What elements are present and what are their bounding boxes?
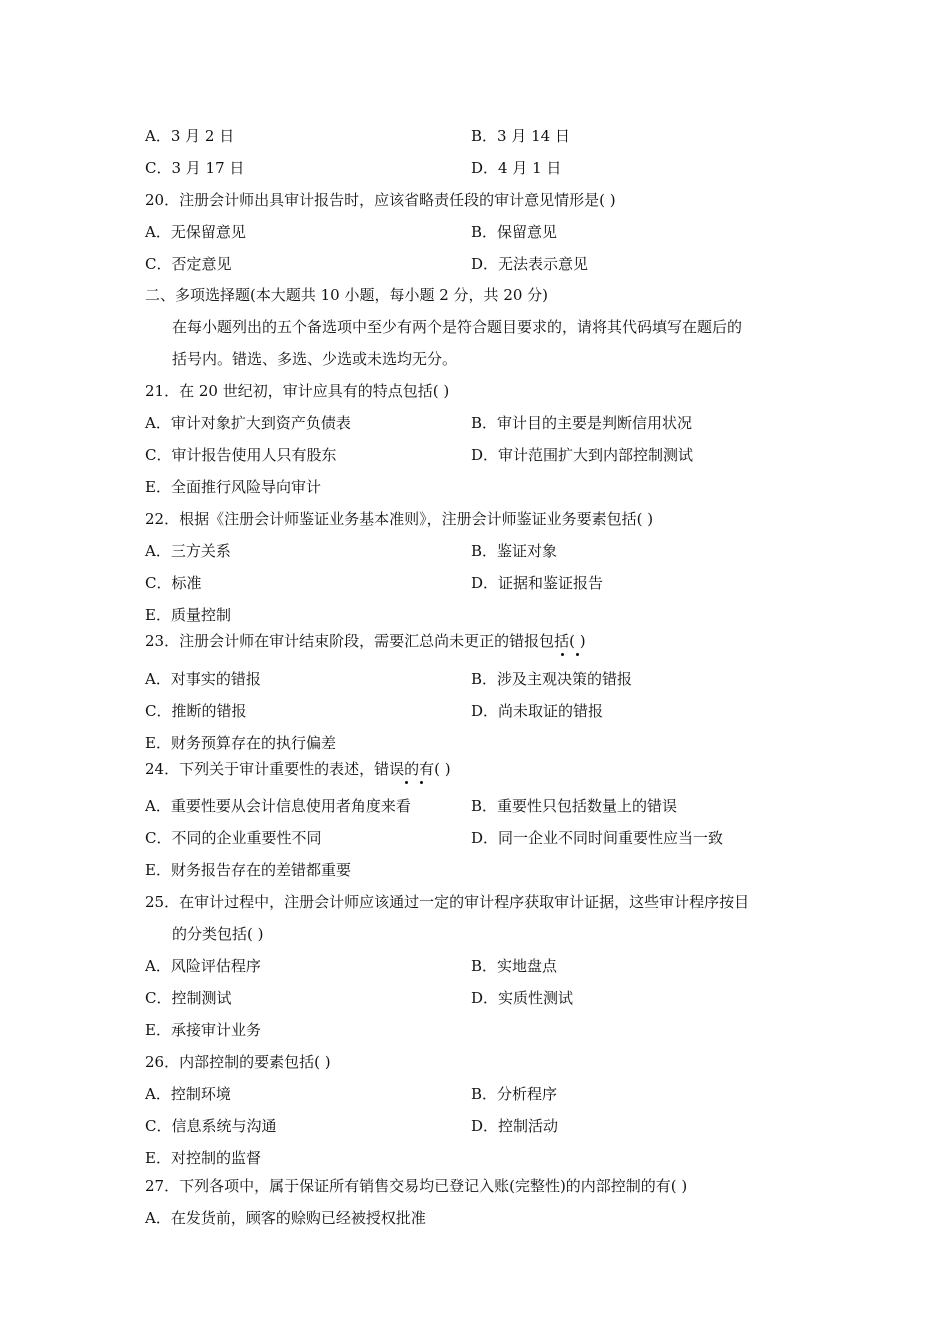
- q23-stem: 23．注册会计师在审计结束阶段，需要汇总尚未更正的错报包括( ): [145, 632, 586, 650]
- q22-option-b: B．鉴证对象: [471, 542, 558, 560]
- q19-option-b: B．3 月 14 日: [471, 127, 570, 145]
- q26-option-a: A．控制环境: [145, 1085, 231, 1103]
- q26-option-c: C．信息系统与沟通: [145, 1117, 277, 1135]
- q21-option-e: E．全面推行风险导向审计: [145, 478, 321, 496]
- q23-option-a: A．对事实的错报: [145, 670, 261, 688]
- q22-option-c: C．标准: [145, 574, 202, 592]
- q23-option-c: C．推断的错报: [145, 702, 247, 720]
- q20-stem: 20．注册会计师出具审计报告时，应该省略责任段的审计意见情形是( ): [145, 191, 616, 209]
- q26-stem: 26．内部控制的要素包括( ): [145, 1053, 331, 1071]
- q19-option-a: A．3 月 2 日: [145, 127, 235, 145]
- q23-option-d: D．尚未取证的错报: [471, 702, 604, 720]
- q25-stem-1: 25．在审计过程中，注册会计师应该通过一定的审计程序获取审计证据，这些审计程序按目: [145, 893, 750, 911]
- q24-option-e: E．财务报告存在的差错都重要: [145, 861, 351, 879]
- section2-title: 二、多项选择题(本大题共 10 小题，每小题 2 分，共 20 分): [145, 286, 549, 304]
- q26-option-d: D．控制活动: [471, 1117, 559, 1135]
- q27-option-a: A．在发货前，顾客的赊购已经被授权批准: [145, 1209, 426, 1227]
- q19-option-d: D．4 月 1 日: [471, 159, 562, 177]
- q25-option-e: E．承接审计业务: [145, 1021, 261, 1039]
- q26-option-b: B．分析程序: [471, 1085, 558, 1103]
- q24-option-d: D．同一企业不同时间重要性应当一致: [471, 829, 724, 847]
- q24-stem: 24．下列关于审计重要性的表述，错误的有( ): [145, 760, 451, 778]
- q20-option-c: C．否定意见: [145, 255, 232, 273]
- section2-instruction-2: 括号内。错选、多选、少选或未选均无分。: [172, 350, 458, 368]
- q23-option-b: B．涉及主观决策的错报: [471, 670, 633, 688]
- q25-option-b: B．实地盘点: [471, 957, 558, 975]
- q22-option-e: E．质量控制: [145, 606, 231, 624]
- q24-option-b: B．重要性只包括数量上的错误: [471, 797, 678, 815]
- q21-stem: 21．在 20 世纪初，审计应具有的特点包括( ): [145, 382, 450, 400]
- section2-instruction-1: 在每小题列出的五个备选项中至少有两个是符合题目要求的，请将其代码填写在题后的: [172, 318, 743, 336]
- q22-stem: 22．根据《注册会计师鉴证业务基本准则》，注册会计师鉴证业务要素包括( ): [145, 510, 654, 528]
- q20-option-d: D．无法表示意见: [471, 255, 589, 273]
- q24-option-a: A．重要性要从会计信息使用者角度来看: [145, 797, 411, 815]
- q22-option-d: D．证据和鉴证报告: [471, 574, 604, 592]
- q21-option-b: B．审计目的主要是判断信用状况: [471, 414, 693, 432]
- q21-option-a: A．审计对象扩大到资产负债表: [145, 414, 351, 432]
- emphasis-dot: [420, 781, 423, 784]
- q25-stem-2: 的分类包括( ): [172, 925, 264, 943]
- q25-option-d: D．实质性测试: [471, 989, 574, 1007]
- q25-option-c: C．控制测试: [145, 989, 232, 1007]
- q24-option-c: C．不同的企业重要性不同: [145, 829, 322, 847]
- emphasis-dot: [576, 653, 579, 656]
- emphasis-dot: [561, 653, 564, 656]
- q20-option-a: A．无保留意见: [145, 223, 246, 241]
- q22-option-a: A．三方关系: [145, 542, 231, 560]
- q21-option-d: D．审计范围扩大到内部控制测试: [471, 446, 694, 464]
- q21-option-c: C．审计报告使用人只有股东: [145, 446, 337, 464]
- q19-option-c: C．3 月 17 日: [145, 159, 245, 177]
- q23-option-e: E．财务预算存在的执行偏差: [145, 734, 336, 752]
- q20-option-b: B．保留意见: [471, 223, 558, 241]
- q26-option-e: E．对控制的监督: [145, 1149, 261, 1167]
- q25-option-a: A．风险评估程序: [145, 957, 261, 975]
- emphasis-dot: [405, 781, 408, 784]
- q27-stem: 27．下列各项中，属于保证所有销售交易均已登记入账(完整性)的内部控制的有( ): [145, 1177, 688, 1195]
